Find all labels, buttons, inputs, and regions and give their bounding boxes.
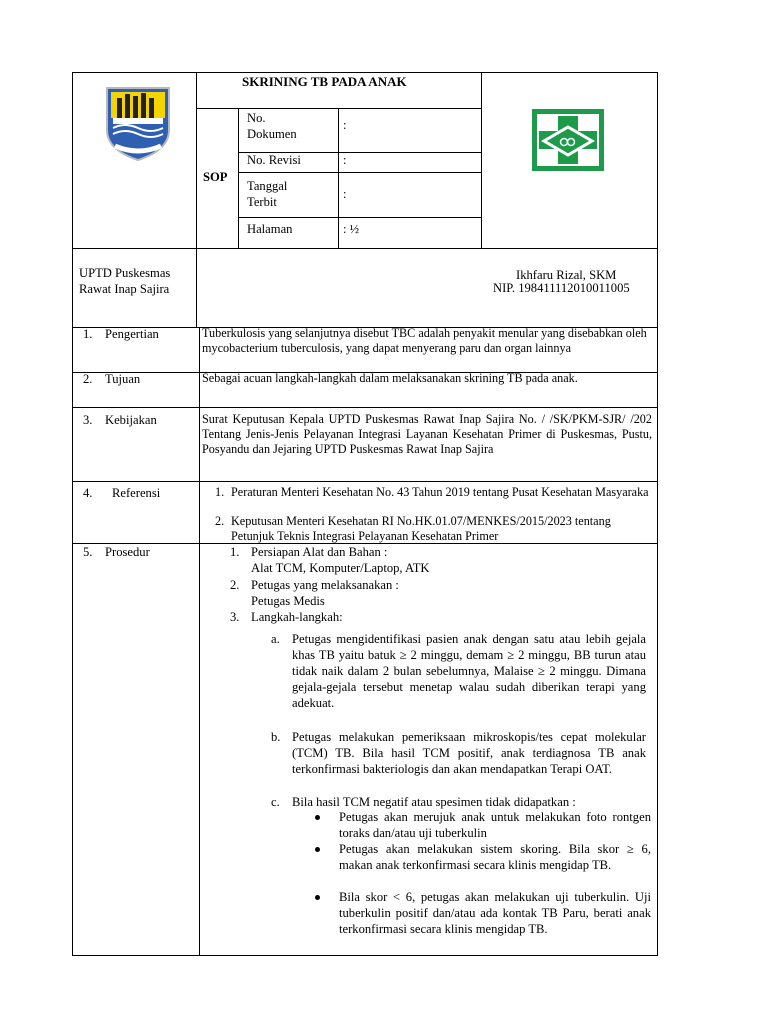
section-label-definition: Pengertian bbox=[105, 327, 159, 341]
bullet-text: Bila skor < 6, petugas akan melakukan uji tuberkulin. Uji tuberkulin positif dan/atau ada kontak TB Paru, berati anak terkonfirmasi secara klinis mengidap TB. bbox=[339, 890, 651, 936]
substep-text: Bila hasil TCM negatif atau spesimen tidak didapatkan : bbox=[292, 795, 576, 809]
reference-item: Peraturan Menteri Kesehatan No. 43 Tahun 2019 tentang Pusat Kesehatan Masyaraka bbox=[231, 485, 649, 499]
grid-line bbox=[72, 248, 658, 249]
definition-text: Tuberkulosis yang selanjutnya disebut TBC adalah penyakit menular yang disebabkan oleh mycobacterium tuberculosis, yang dapat menyerang paru dan organ lainnya bbox=[202, 326, 647, 355]
reference-item: Keputusan Menteri Kesehatan RI No.HK.01.07/MENKES/2015/2023 tentang Petunjuk Teknis Integrasi Pelayanan Kesehatan Primer bbox=[231, 514, 611, 543]
step-number: 3. bbox=[230, 610, 240, 624]
section-number: 1. bbox=[83, 327, 93, 341]
substep-letter: c. bbox=[271, 795, 280, 809]
field-value-revision: : bbox=[343, 153, 347, 167]
bullet-text: Petugas akan merujuk anak untuk melakukan foto rontgen toraks dan/atau uji tuberkulin bbox=[339, 810, 651, 840]
grid-line bbox=[238, 172, 481, 173]
organization-name: UPTD Puskesmas Rawat Inap Sajira bbox=[79, 266, 171, 296]
bullet-text: Petugas akan melakukan sistem skoring. Bila skor ≥ 6, makan anak terkonfirmasi secara klinis mengidap TB. bbox=[339, 842, 651, 872]
field-label-revision: No. Revisi bbox=[247, 153, 301, 167]
puskesmas-logo bbox=[530, 107, 606, 173]
substep-text: Petugas melakukan pemeriksaan mikroskopis/tes cepat molekular (TCM) TB. Bila hasil TCM positif, anak terdiagnosa TB anak terkonfirmasi bakteriologis dan akan mendapatkan Terapi OAT. bbox=[292, 730, 646, 776]
grid-line bbox=[199, 327, 200, 956]
step-number: 1. bbox=[230, 545, 240, 559]
bullet-icon bbox=[315, 815, 320, 820]
grid-line bbox=[196, 72, 197, 328]
policy-text: Surat Keputusan Kepala UPTD Puskesmas Rawat Inap Sajira No. / /SK/PKM-SJR/ /202 Tentang Jenis-Jenis Pelayanan Integrasi Layanan Kesehatan Primer di Puskesmas, Pustu, Posyandu dan Jejaring UPTD Puskesmas Rawat Inap Sajira bbox=[202, 412, 652, 456]
grid-line bbox=[238, 108, 239, 248]
section-number: 4. bbox=[83, 486, 93, 500]
step-detail: Alat TCM, Komputer/Laptop, ATK bbox=[251, 561, 430, 575]
substep-letter: a. bbox=[271, 632, 280, 646]
field-label-issue-date: Tanggal Terbit bbox=[247, 179, 288, 209]
section-number: 5. bbox=[83, 545, 93, 559]
field-value-issue-date: : bbox=[343, 187, 347, 201]
grid-line bbox=[481, 72, 482, 248]
grid-line bbox=[238, 217, 481, 218]
grid-line bbox=[72, 407, 658, 408]
document-title: SKRINING TB PADA ANAK bbox=[242, 74, 407, 89]
regency-emblem-logo bbox=[103, 84, 173, 164]
field-label-page: Halaman bbox=[247, 222, 293, 236]
field-label-doc-number: No. Dokumen bbox=[247, 111, 297, 141]
section-label-reference: Referensi bbox=[112, 486, 161, 500]
reference-number: 2. bbox=[215, 514, 225, 528]
purpose-text: Sebagai acuan langkah-langkah dalam melaksanakan skrining TB pada anak. bbox=[202, 371, 578, 385]
field-value-doc-number: : bbox=[343, 118, 347, 132]
section-number: 2. bbox=[83, 372, 93, 386]
grid-line bbox=[338, 108, 339, 248]
step-title: Langkah-langkah: bbox=[251, 610, 343, 624]
step-number: 2. bbox=[230, 578, 240, 592]
section-label-procedure: Prosedur bbox=[105, 545, 150, 559]
substep-letter: b. bbox=[271, 730, 281, 744]
step-title: Persiapan Alat dan Bahan : bbox=[251, 545, 388, 559]
field-value-page: : ½ bbox=[343, 222, 360, 236]
step-detail: Petugas Medis bbox=[251, 594, 325, 608]
section-label-purpose: Tujuan bbox=[105, 372, 141, 386]
step-title: Petugas yang melaksanakan : bbox=[251, 578, 399, 592]
bullet-icon bbox=[315, 895, 320, 900]
substep-text: Petugas mengidentifikasi pasien anak dengan satu atau lebih gejala khas TB yaitu batuk ≥ 2 minggu, demam ≥ 2 minggu, BB turun atau tidak naik dalam 2 bulan sebelumnya, Malaise ≥ 2 minggu. Dimana gejala-gejala tersebut menetap walau sudah diberikan terapi yang adekuat. bbox=[292, 632, 646, 710]
section-label-policy: Kebijakan bbox=[105, 413, 157, 427]
signatory-name: Ikhfaru Rizal, SKM bbox=[516, 268, 617, 282]
section-number: 3. bbox=[83, 413, 93, 427]
reference-number: 1. bbox=[215, 485, 225, 499]
sop-label: SOP bbox=[203, 170, 228, 184]
bullet-icon bbox=[315, 847, 320, 852]
signatory-nip: NIP. 198411112010011005 bbox=[493, 281, 630, 295]
grid-line bbox=[72, 481, 658, 482]
